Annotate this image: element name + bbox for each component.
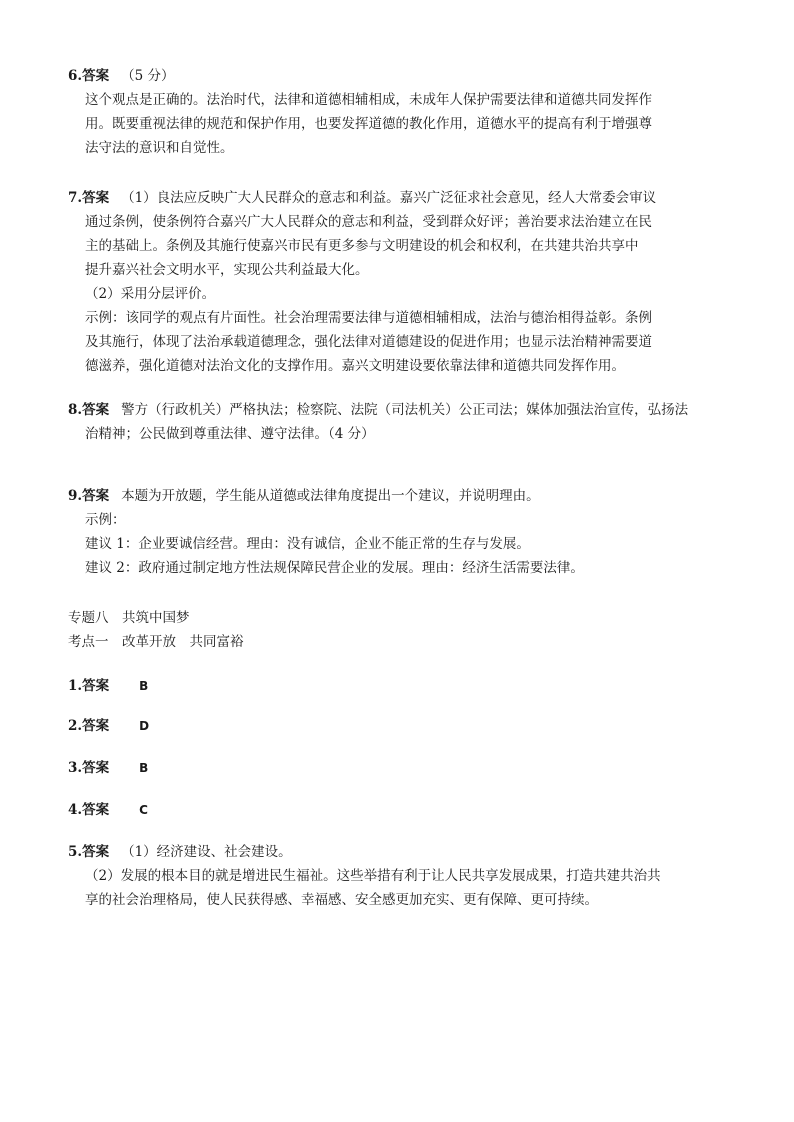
question-number: 2.	[68, 718, 83, 734]
question-6-header	[68, 64, 708, 88]
answer-label: 答案	[82, 844, 110, 860]
answer-label: 答案	[82, 760, 110, 776]
short-answer-4	[68, 798, 708, 822]
question-number: 9.	[68, 488, 83, 504]
answer-line: 本题为开放题，学生能从道德或法律角度提出一个建议，并说明理由。	[121, 488, 540, 504]
answer-line: （1）良法应反映广大人民群众的意志和利益。嘉兴广泛征求社会意见，经人大常委会审议	[121, 190, 657, 206]
answer-line: 示例：该同学的观点有片面性。社会治理需要法律与道德相辅相成，法治与德治相得益彰。条例	[85, 310, 652, 326]
question-number: 1.	[68, 678, 83, 694]
answer-line: 通过条例，使条例符合嘉兴广大人民群众的意志和利益，受到群众好评；善治要求法治建立在民	[85, 214, 652, 230]
answer-line: 及其施行，体现了法治承载道德理念，强化法律对道德建设的促进作用；也显示法治精神需要道	[85, 334, 652, 350]
answer-choice: D	[139, 719, 150, 733]
question-number: 3.	[68, 760, 83, 776]
question-7-header	[68, 186, 708, 210]
question-8	[68, 398, 708, 446]
question-number: 6.	[68, 68, 83, 84]
question-5	[68, 840, 708, 912]
answer-line: 建议 2：政府通过制定地方性法规保障民营企业的发展。理由：经济生活需要法律。	[85, 560, 584, 576]
question-8-header	[68, 398, 708, 422]
answer-line: 建议 1：企业要诚信经营。理由：没有诚信，企业不能正常的生存与发展。	[85, 536, 530, 552]
question-5-header	[68, 840, 708, 864]
question-6-score: （5 分）	[121, 68, 175, 84]
answer-line: （2）发展的根本目的就是增进民生福祉。这些举措有利于让人民共享发展成果，打造共建共治共	[85, 868, 661, 884]
short-answer-1	[68, 674, 708, 698]
answer-line: 警方（行政机关）严格执法；检察院、法院（司法机关）公正司法；媒体加强法治宣传，弘扬法	[121, 402, 689, 418]
section-title: 专题八 共筑中国梦	[68, 610, 190, 626]
answer-line: 示例：	[85, 512, 126, 528]
answer-line: 享的社会治理格局，使人民获得感、幸福感、安全感更加充实、更有保障、更可持续。	[85, 892, 598, 908]
answer-label: 答案	[82, 488, 110, 504]
answer-line: 德滋养，强化道德对法治文化的支撑作用。嘉兴文明建设要依靠法律和道德共同发挥作用。	[85, 358, 625, 374]
answer-choice: B	[139, 679, 149, 693]
answer-line: 主的基础上。条例及其施行使嘉兴市民有更多参与文明建设的机会和权利，在共建共治共享中	[85, 238, 639, 254]
section-subtitle: 考点一 改革开放 共同富裕	[68, 634, 244, 650]
question-7	[68, 186, 708, 378]
answer-label: 答案	[82, 190, 110, 206]
short-answer-2	[68, 714, 708, 738]
answer-label: 答案	[82, 802, 110, 818]
answer-line: 这个观点是正确的。法治时代，法律和道德相辅相成，未成年人保护需要法律和道德共同发挥作	[85, 92, 652, 108]
answer-label: 答案	[82, 718, 110, 734]
answer-choice: C	[139, 803, 148, 817]
answer-line: 提升嘉兴社会文明水平，实现公共利益最大化。	[85, 262, 369, 278]
question-9-header	[68, 484, 708, 508]
answer-line: 法守法的意识和自觉性。	[85, 140, 234, 156]
answer-label: 答案	[82, 678, 110, 694]
answer-line: （2）采用分层评价。	[85, 286, 216, 302]
answer-label: 答案	[82, 68, 110, 84]
answer-line: （1）经济建设、社会建设。	[121, 844, 292, 860]
question-number: 8.	[68, 402, 83, 418]
answer-choice: B	[139, 761, 149, 775]
question-number: 4.	[68, 802, 83, 818]
answer-label: 答案	[82, 402, 110, 418]
question-9	[68, 484, 708, 580]
short-answer-3	[68, 756, 708, 780]
answer-line: 用。既要重视法律的规范和保护作用，也要发挥道德的教化作用，道德水平的提高有利于增强尊	[85, 116, 652, 132]
question-6	[68, 64, 708, 160]
question-number: 5.	[68, 844, 83, 860]
answer-line: 治精神；公民做到尊重法律、遵守法律。（4 分）	[85, 426, 375, 442]
question-number: 7.	[68, 190, 83, 206]
